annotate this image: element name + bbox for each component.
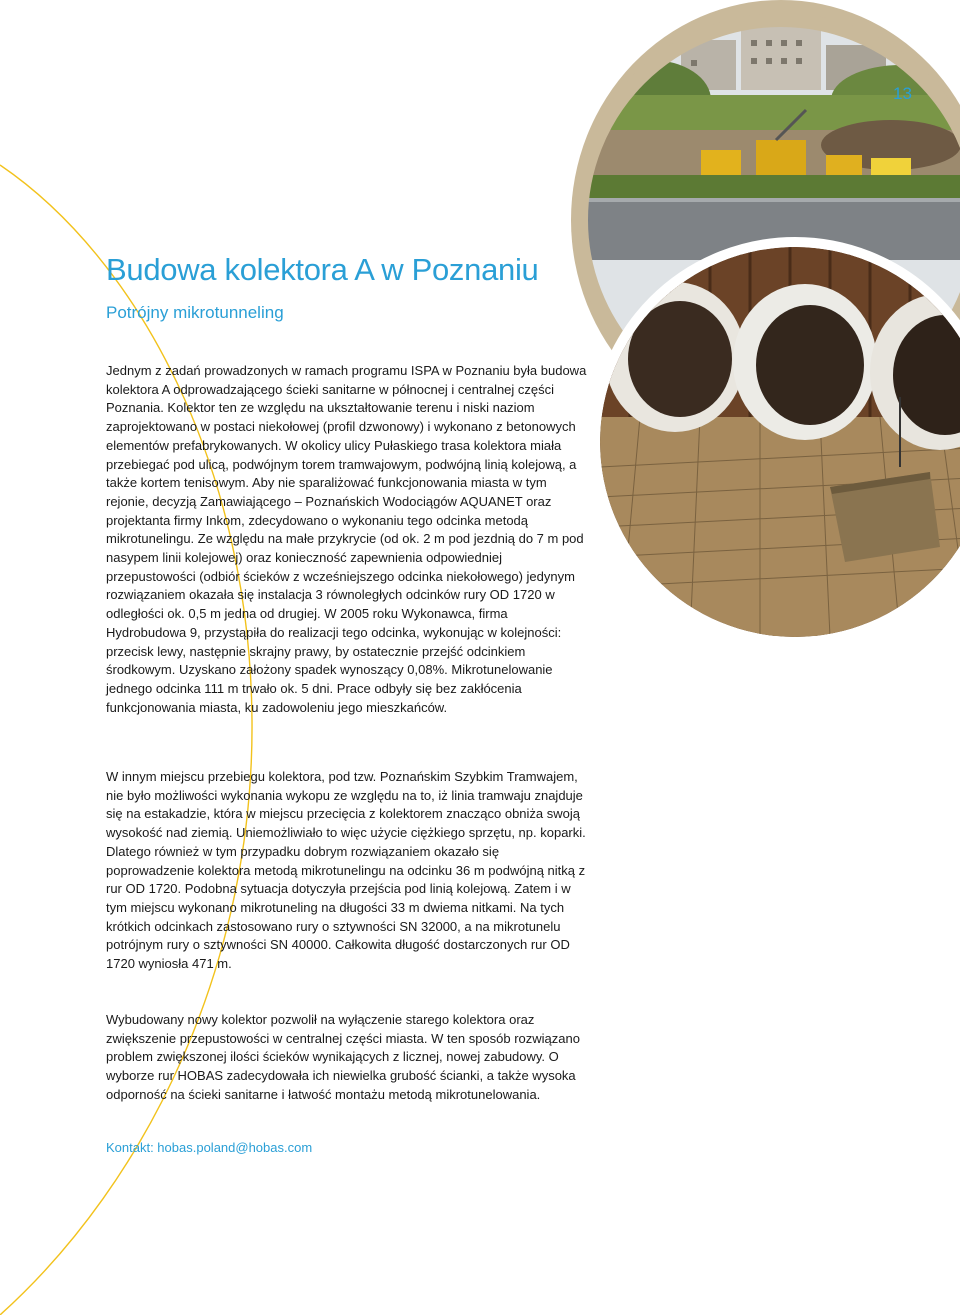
body-paragraph-1: Jednym z zadań prowadzonych w ramach programu ISPA w Poznaniu była budowa kolektora A odprowadzającego ścieki sanitarne w północnej i centralnej części Poznania. Kolektor ten ze względu na ukształtowanie terenu i niski naziom zaprojektowano w postaci niekołowej (profil dzwonowy) i wykonano z betonowych elementów prefabrykowanych. W okolicy ulicy Pułaskiego trasa kolektora miała przebiegać pod ulicą, podwójnym torem tramwajowym, podwójną linią kolejową, a także kortem tenisowym. Aby nie sparaliżować funkcjonowania miasta w tym rejonie, decyzją Zamawiającego – Poznańskich Wodociągów AQUANET oraz projektanta firmy Inkom, zdecydowano o wykonaniu tego odcinka metodą mikrotunelingu. Ze względu na małe przykrycie (od ok. 2 m pod jezdnią do 7 m pod nasypem linii kolejowej) oraz konieczność zapewnienia odpowiedniej przepustowości (odbiór ścieków z wcześniejszego odcinka niekołowego) jedynym rozwiązaniem okazała się instalacja 3 równoległych odcinków rury OD 1720 w odległości ok. 0,5 m jedna od drugiej. W 2005 roku Wykonawca, firma Hydrobudowa 9, przystąpiła do realizacji tego odcinka, wykonując w kolejności: przecisk lewy, następnie skrajny prawy, by ostatecznie przejść odcinkiem środkowym. Uzyskano założony spadek wynoszący 0,08%. Mikrotunelowanie jednego odcinka 111 m trwało ok. 5 dni. Prace odbyły się bez zakłócenia funkcjonowania miasta, ku zadowoleniu jego mieszkańców. [106,363,587,715]
contact-line: Kontakt: hobas.poland@hobas.com [106,1140,313,1155]
body-paragraph-2: W innym miejscu przebiegu kolektora, pod tzw. Poznańskim Szybkim Tramwajem, nie było możliwości wykonania wykopu ze względu na to, iż linia tramwaju znajduje się na estakadzie, która w miejscu przecięcia z kolektorem znacząco obniża swoją wysokość nad ziemią. Uniemożliwiało to więc użycie ciężkiego sprzętu, np. koparki. Dlatego również w tym przypadku dobrym rozwiązaniem okazało się poprowadzenie kolektora metodą mikrotunelingu na odcinku 36 m podwójną nitką z rur OD 1720. Podobna sytuacja dotyczyła przejścia pod linią kolejową. Zatem i w tym miejscu wykonano mikrotuneling na długości 33 m dwiema nitkami. Na tych krótkich odcinkach zastosowano rury o sztywności SN 32000, a na mikrotunelu potrójnym rury o sztywności SN 40000. Całkowita długość dostarczonych rur OD 1720 wyniosła 471 m. [106,769,586,972]
page-subtitle: Potrójny mikrotunneling [106,303,284,322]
body-paragraph-3: Wybudowany nowy kolektor pozwolił na wyłączenie starego kolektora oraz zwiększenie przepustowości w centralnej części miasta. W ten sposób rozwiązano problem zwiększonej ilości ścieków wynikających z licznej, nowej zabudowy. O wyborze rur HOBAS zadecydowała ich niewielka grubość ścianki, a także wysoka odporność na ścieki sanitarne i łatwość montażu metodą mikrotunelowania. [106,1012,580,1102]
page-number: 13 [893,84,912,103]
page-title: Budowa kolektora A w Poznaniu [106,252,539,287]
